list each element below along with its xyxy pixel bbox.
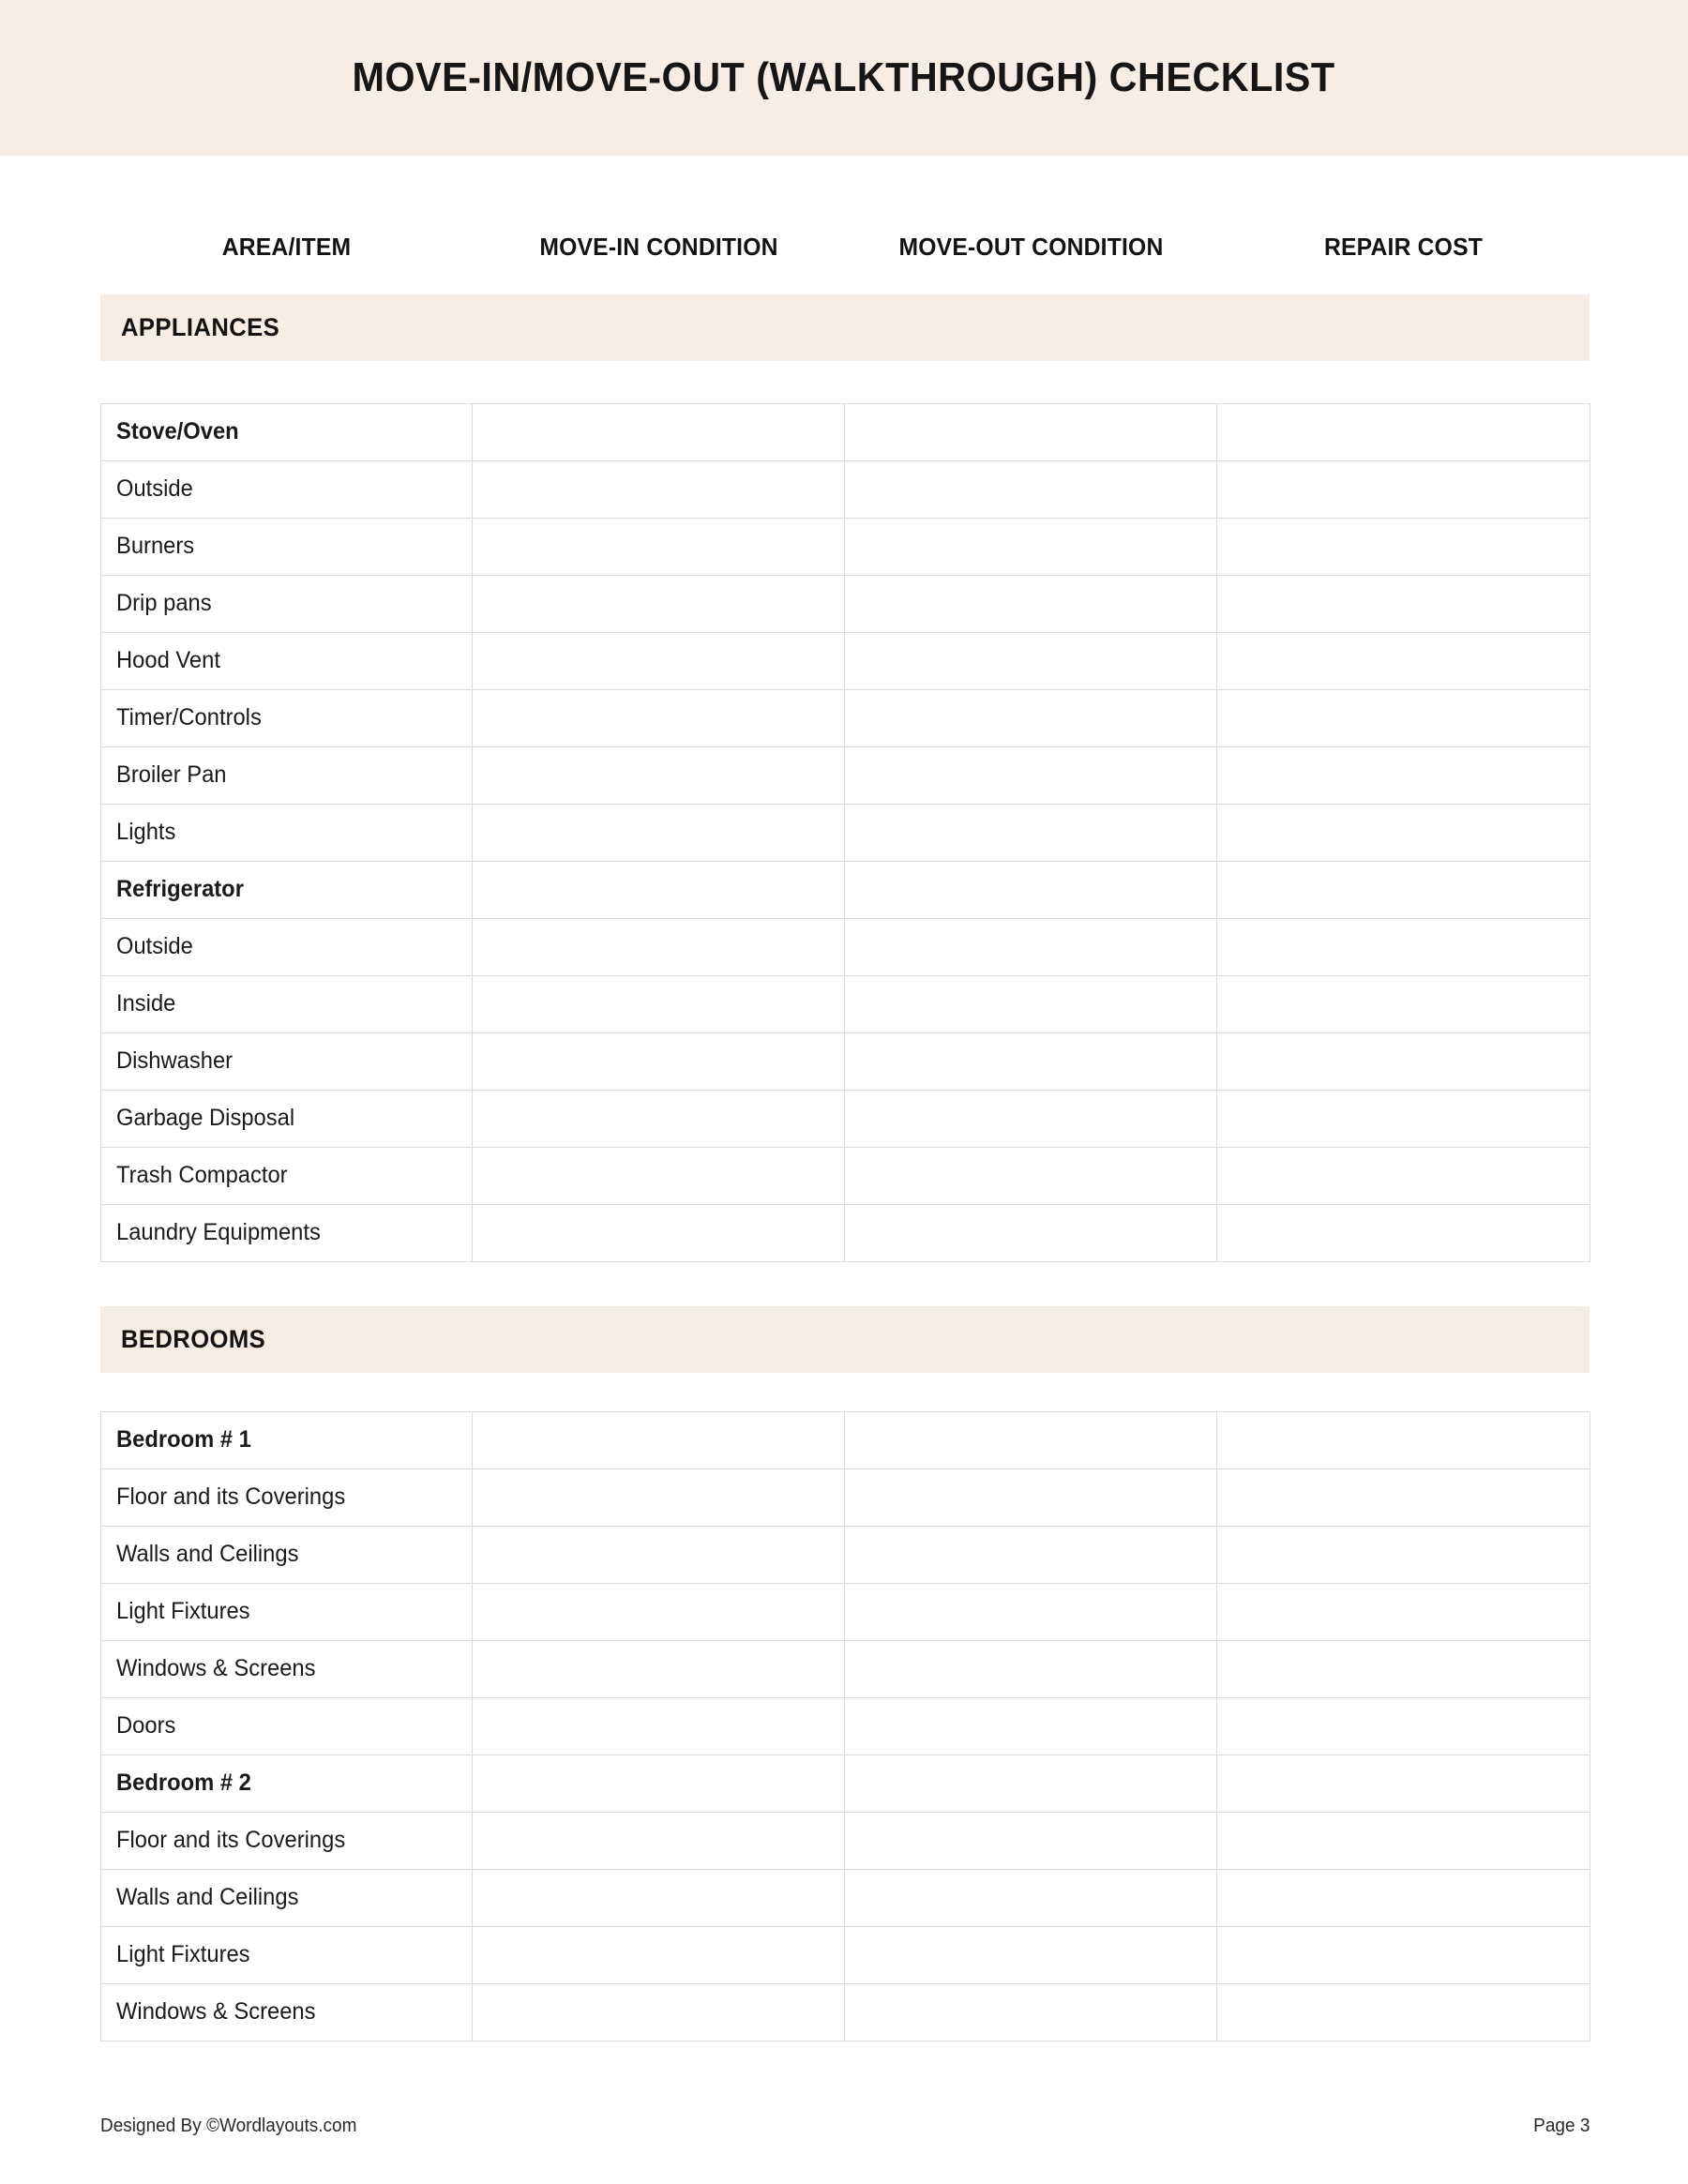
cell-repair-cost[interactable] <box>1217 862 1590 919</box>
table-row <box>101 1870 1590 1927</box>
table-row <box>101 633 1590 690</box>
cell-move-in-condition[interactable] <box>473 919 845 976</box>
cell-move-out-condition[interactable] <box>845 976 1217 1033</box>
cell-label: Refrigerator <box>116 876 244 903</box>
row-item-label <box>101 1641 473 1698</box>
table-row <box>101 1698 1590 1755</box>
cell-move-out-condition[interactable] <box>845 576 1217 633</box>
cell-repair-cost[interactable] <box>1217 1641 1590 1698</box>
row-item-label <box>101 690 473 747</box>
cell-move-out-condition[interactable] <box>845 1469 1217 1527</box>
cell-label: Light Fixtures <box>116 1941 250 1968</box>
cell-label: Trash Compactor <box>116 1162 288 1189</box>
cell-move-in-condition[interactable] <box>473 747 845 805</box>
cell-move-out-condition[interactable] <box>845 919 1217 976</box>
cell-move-out-condition[interactable] <box>845 1641 1217 1698</box>
cell-move-in-condition[interactable] <box>473 1984 845 2041</box>
cell-move-in-condition[interactable] <box>473 862 845 919</box>
row-item-label <box>101 519 473 576</box>
row-item-label <box>101 633 473 690</box>
cell-repair-cost[interactable] <box>1217 1469 1590 1527</box>
cell-move-in-condition[interactable] <box>473 1148 845 1205</box>
row-item-label <box>101 1091 473 1148</box>
table-row <box>101 1927 1590 1984</box>
cell-repair-cost[interactable] <box>1217 919 1590 976</box>
cell-move-out-condition[interactable] <box>845 747 1217 805</box>
cell-move-out-condition[interactable] <box>845 1813 1217 1870</box>
table-body <box>101 404 1590 1262</box>
cell-repair-cost[interactable] <box>1217 461 1590 519</box>
cell-move-out-condition[interactable] <box>845 519 1217 576</box>
cell-move-out-condition[interactable] <box>845 1091 1217 1148</box>
row-group-label <box>101 862 473 919</box>
page-footer <box>100 2116 1590 2137</box>
table-row <box>101 690 1590 747</box>
cell-move-in-condition[interactable] <box>473 1469 845 1527</box>
cell-move-in-condition[interactable] <box>473 805 845 862</box>
cell-move-out-condition[interactable] <box>845 404 1217 461</box>
title-banner <box>0 0 1688 156</box>
cell-move-out-condition[interactable] <box>845 1870 1217 1927</box>
cell-repair-cost[interactable] <box>1217 690 1590 747</box>
cell-label: Windows & Screens <box>116 1998 316 2026</box>
cell-move-in-condition[interactable] <box>473 519 845 576</box>
cell-repair-cost[interactable] <box>1217 519 1590 576</box>
cell-move-out-condition[interactable] <box>845 1755 1217 1813</box>
table-row <box>101 1755 1590 1813</box>
cell-move-out-condition[interactable] <box>845 1927 1217 1984</box>
cell-label: Broiler Pan <box>116 761 227 789</box>
row-item-label <box>101 461 473 519</box>
table-row <box>101 805 1590 862</box>
cell-move-in-condition[interactable] <box>473 1641 845 1698</box>
cell-move-in-condition[interactable] <box>473 1755 845 1813</box>
cell-repair-cost[interactable] <box>1217 1927 1590 1984</box>
cell-move-in-condition[interactable] <box>473 404 845 461</box>
cell-repair-cost[interactable] <box>1217 576 1590 633</box>
cell-label: Bedroom # 1 <box>116 1426 251 1453</box>
section-title: BEDROOMS <box>121 1325 266 1353</box>
cell-label: Lights <box>116 819 176 846</box>
cell-label: Outside <box>116 475 193 503</box>
table-row <box>101 919 1590 976</box>
table-row <box>101 404 1590 461</box>
cell-label: Walls and Ceilings <box>116 1541 299 1568</box>
table-row <box>101 862 1590 919</box>
column-header-repair: REPAIR COST <box>1323 233 1484 261</box>
cell-repair-cost[interactable] <box>1217 1870 1590 1927</box>
cell-repair-cost[interactable] <box>1217 747 1590 805</box>
table-row <box>101 1412 1590 1469</box>
table-row <box>101 1813 1590 1870</box>
row-group-label <box>101 1755 473 1813</box>
column-header-move-in: MOVE-IN CONDITION <box>539 233 778 261</box>
checklist-table-bedrooms <box>100 1411 1590 2041</box>
checklist-table-appliances <box>100 403 1590 1262</box>
column-header-move-out: MOVE-OUT CONDITION <box>898 233 1164 261</box>
row-item-label <box>101 1927 473 1984</box>
cell-move-in-condition[interactable] <box>473 1412 845 1469</box>
cell-repair-cost[interactable] <box>1217 1755 1590 1813</box>
cell-label: Drip pans <box>116 590 212 617</box>
table-row <box>101 1469 1590 1527</box>
row-item-label <box>101 576 473 633</box>
row-item-label <box>101 976 473 1033</box>
row-item-label <box>101 1870 473 1927</box>
row-item-label <box>101 1469 473 1527</box>
cell-move-in-condition[interactable] <box>473 1698 845 1755</box>
table-row <box>101 461 1590 519</box>
cell-move-in-condition[interactable] <box>473 1813 845 1870</box>
page-title: MOVE-IN/MOVE-OUT (WALKTHROUGH) CHECKLIST <box>352 54 1336 100</box>
row-item-label <box>101 1033 473 1091</box>
table-row <box>101 747 1590 805</box>
table-row <box>101 576 1590 633</box>
cell-move-in-condition[interactable] <box>473 1033 845 1091</box>
table-row <box>101 519 1590 576</box>
cell-move-out-condition[interactable] <box>845 633 1217 690</box>
cell-repair-cost[interactable] <box>1217 633 1590 690</box>
cell-move-out-condition[interactable] <box>845 1527 1217 1584</box>
table-row <box>101 1527 1590 1584</box>
column-header-area: AREA/ITEM <box>221 233 352 261</box>
section-title: APPLIANCES <box>121 313 280 341</box>
table-row <box>101 1091 1590 1148</box>
cell-move-out-condition[interactable] <box>845 1698 1217 1755</box>
cell-move-out-condition[interactable] <box>845 461 1217 519</box>
page-number: Page 3 <box>1532 2116 1590 2136</box>
cell-repair-cost[interactable] <box>1217 1584 1590 1641</box>
row-item-label <box>101 1584 473 1641</box>
cell-label: Timer/Controls <box>116 704 262 731</box>
cell-move-in-condition[interactable] <box>473 1091 845 1148</box>
cell-move-in-condition[interactable] <box>473 1870 845 1927</box>
cell-repair-cost[interactable] <box>1217 976 1590 1033</box>
row-item-label <box>101 747 473 805</box>
row-item-label <box>101 1205 473 1262</box>
table-row <box>101 1641 1590 1698</box>
cell-repair-cost[interactable] <box>1217 1527 1590 1584</box>
page-body <box>0 156 1688 2184</box>
table-row <box>101 1984 1590 2041</box>
cell-label: Laundry Equipments <box>116 1219 321 1246</box>
cell-label: Burners <box>116 533 195 560</box>
row-item-label <box>101 805 473 862</box>
cell-move-out-condition[interactable] <box>845 862 1217 919</box>
row-item-label <box>101 1148 473 1205</box>
cell-label: Garbage Disposal <box>116 1105 295 1132</box>
cell-move-in-condition[interactable] <box>473 1205 845 1262</box>
cell-move-out-condition[interactable] <box>845 1584 1217 1641</box>
table-row <box>101 1584 1590 1641</box>
cell-move-in-condition[interactable] <box>473 461 845 519</box>
row-item-label <box>101 919 473 976</box>
column-header-row <box>100 233 1590 262</box>
row-group-label <box>101 404 473 461</box>
cell-move-in-condition[interactable] <box>473 1927 845 1984</box>
cell-move-out-condition[interactable] <box>845 1148 1217 1205</box>
cell-label: Walls and Ceilings <box>116 1884 299 1911</box>
cell-move-out-condition[interactable] <box>845 1205 1217 1262</box>
cell-label: Dishwasher <box>116 1047 234 1075</box>
cell-label: Light Fixtures <box>116 1598 250 1625</box>
row-item-label <box>101 1698 473 1755</box>
cell-move-out-condition[interactable] <box>845 1984 1217 2041</box>
row-item-label <box>101 1984 473 2041</box>
table-row <box>101 1148 1590 1205</box>
cell-move-in-condition[interactable] <box>473 976 845 1033</box>
cell-repair-cost[interactable] <box>1217 404 1590 461</box>
cell-repair-cost[interactable] <box>1217 1148 1590 1205</box>
cell-label: Windows & Screens <box>116 1655 316 1682</box>
table-row <box>101 1205 1590 1262</box>
cell-move-out-condition[interactable] <box>845 1033 1217 1091</box>
section-band-bedrooms <box>100 1306 1590 1373</box>
cell-move-out-condition[interactable] <box>845 1412 1217 1469</box>
cell-move-in-condition[interactable] <box>473 1527 845 1584</box>
cell-move-in-condition[interactable] <box>473 576 845 633</box>
cell-repair-cost[interactable] <box>1217 1033 1590 1091</box>
cell-label: Stove/Oven <box>116 418 239 445</box>
cell-repair-cost[interactable] <box>1217 1205 1590 1262</box>
cell-label: Bedroom # 2 <box>116 1770 251 1797</box>
section-band-appliances <box>100 294 1590 361</box>
cell-move-in-condition[interactable] <box>473 633 845 690</box>
cell-move-out-condition[interactable] <box>845 690 1217 747</box>
cell-repair-cost[interactable] <box>1217 1091 1590 1148</box>
cell-move-in-condition[interactable] <box>473 1584 845 1641</box>
row-item-label <box>101 1527 473 1584</box>
cell-label: Inside <box>116 990 176 1017</box>
row-item-label <box>101 1813 473 1870</box>
table-row <box>101 1033 1590 1091</box>
cell-label: Floor and its Coverings <box>116 1484 346 1511</box>
table-body <box>101 1412 1590 2041</box>
cell-repair-cost[interactable] <box>1217 1698 1590 1755</box>
cell-repair-cost[interactable] <box>1217 1813 1590 1870</box>
cell-label: Doors <box>116 1712 176 1740</box>
cell-move-in-condition[interactable] <box>473 690 845 747</box>
row-group-label <box>101 1412 473 1469</box>
cell-repair-cost[interactable] <box>1217 1984 1590 2041</box>
cell-repair-cost[interactable] <box>1217 805 1590 862</box>
cell-label: Hood Vent <box>116 647 220 674</box>
cell-label: Outside <box>116 933 193 960</box>
cell-repair-cost[interactable] <box>1217 1412 1590 1469</box>
designer-credit: Designed By ©Wordlayouts.com <box>100 2116 357 2136</box>
cell-label: Floor and its Coverings <box>116 1827 346 1854</box>
cell-move-out-condition[interactable] <box>845 805 1217 862</box>
table-row <box>101 976 1590 1033</box>
